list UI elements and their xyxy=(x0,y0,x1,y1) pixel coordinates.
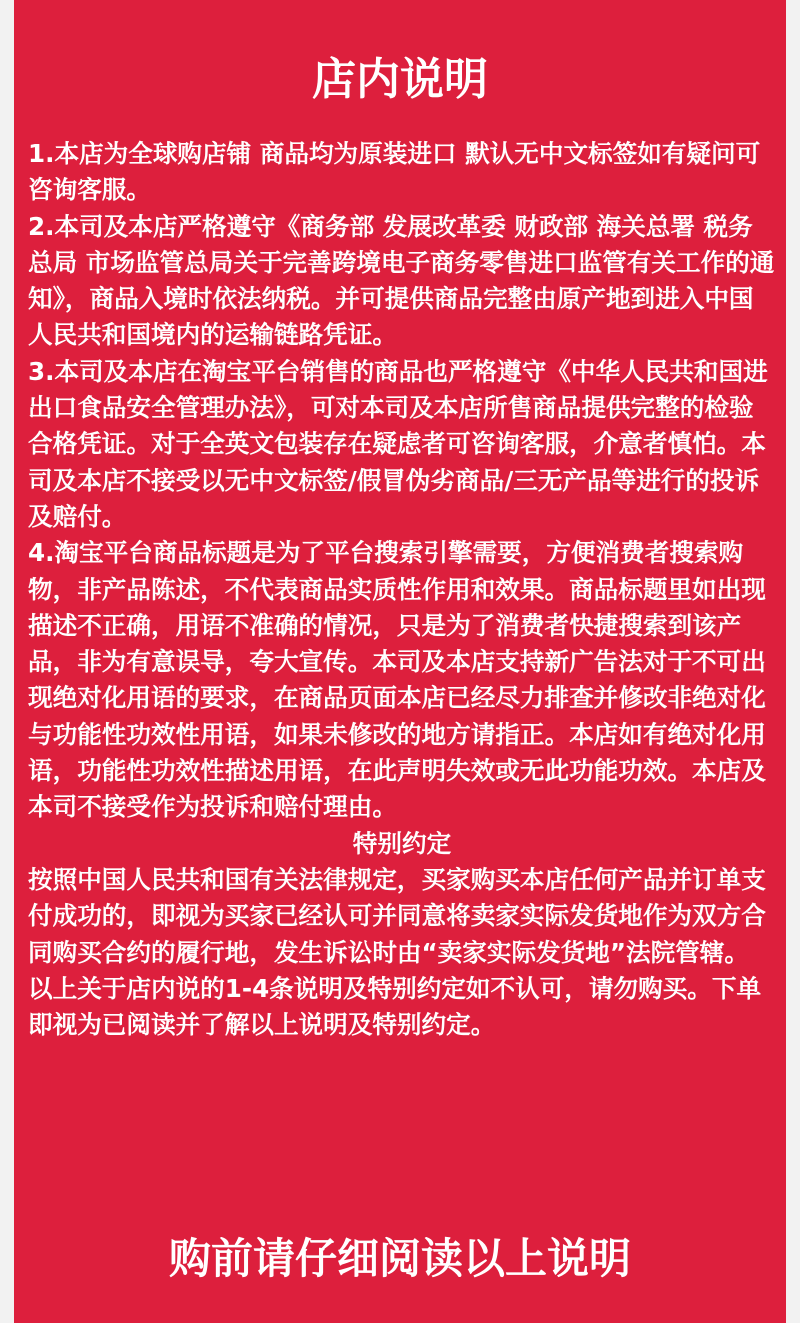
disclaimer-text: 以上关于店内说的1-4条说明及特别约定如不认可，请勿购买。下单即视为已阅读并了解以上说明及特别约定。 xyxy=(28,973,762,1040)
notice-title: 店内说明 xyxy=(312,54,488,105)
special-agreement-heading: 特别约定 xyxy=(352,828,452,858)
notice-body xyxy=(28,136,776,1043)
closing-reminder: 购前请仔细阅读以上说明 xyxy=(168,1234,631,1283)
notice-item-3: 3.本司及本店在淘宝平台销售的商品也严格遵守《中华人民共和国进出口食品安全管理办法》，可对本司及本店所售商品提供完整的检验合格凭证。对于全英文包装存在疑虑者可咨询客服，介意者慎怕。本司及本店不接受以无中文标签/假冒伪劣商品/三无产品等进行的投诉及赔付。 xyxy=(28,356,768,531)
special-agreement-text: 按照中国人民共和国有关法律规定，买家购买本店任何产品并订单支付成功的，即视为买家已经认可并同意将卖家实际发货地作为双方合同购买合约的履行地，发生诉讼时由“卖家实际发货地”法院管辖。 xyxy=(28,864,766,967)
store-notice-panel xyxy=(14,0,786,1323)
notice-item-2: 2.本司及本店严格遵守《商务部 发展改革委 财政部 海关总署 税务总局 市场监管总局关于完善跨境电子商务零售进口监管有关工作的通知》，商品入境时依法纳税。并可提供商品完整由原产地到进入中国人民共和国境内的运输链路凭证。 xyxy=(28,211,775,350)
notice-item-1: 1.本店为全球购店铺 商品均为原装进口 默认无中文标签如有疑问可咨询客服。 xyxy=(28,139,761,205)
notice-item-4: 4.淘宝平台商品标题是为了平台搜索引擎需要，方便消费者搜索购物，非产品陈述，不代表商品实质性作用和效果。商品标题里如出现描述不正确，用语不准确的情况，只是为了消费者快捷搜索到该产品，非为有意误导，夸大宣传。本司及本店支持新广告法对于不可出现绝对化用语的要求，在商品页面本店已经尽力排查并修改非绝对化与功能性功效性用语，如果未修改的地方请指正。本店如有绝对化用语，功能性功效性描述用语，在此声明失效或无此功能功效。本店及本司不接受作为投诉和赔付理由。 xyxy=(28,538,766,822)
